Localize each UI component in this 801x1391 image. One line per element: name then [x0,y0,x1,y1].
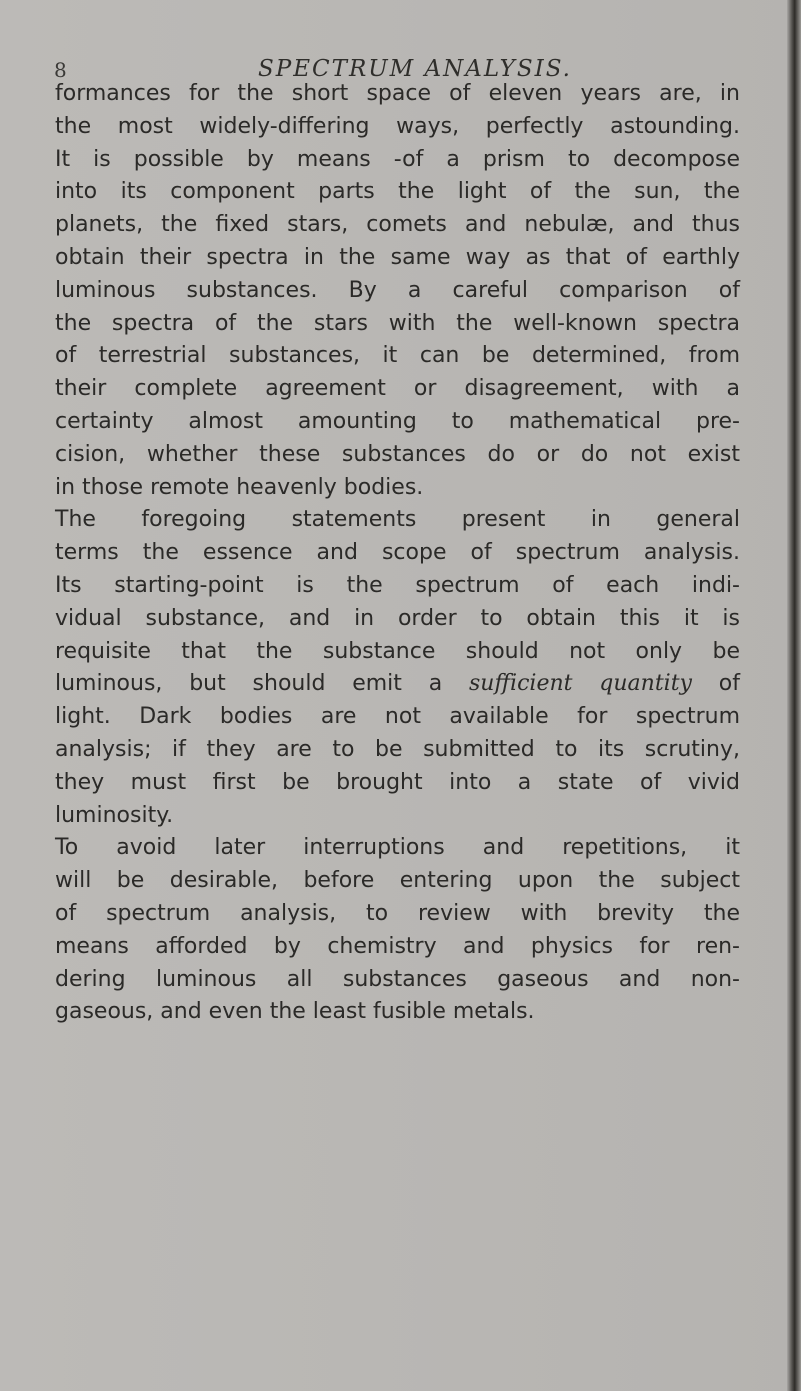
text-line: dering luminous all substances gaseous and non- [55,966,740,992]
text-line: cision, whether these substances do or do not exist [55,441,740,467]
text-line: they must first be brought into a state of vivid [55,769,740,795]
text-line: luminosity. [55,802,174,828]
text-line: It is possible by means -of a prism to decompose [55,146,740,172]
text-segment: of [718,671,740,697]
text-line: of terrestrial substances, it can be determined, from [55,343,740,369]
running-head: SPECTRUM ANALYSIS. [258,56,572,82]
text-segment: luminous, but should emit a [55,671,443,697]
text-line: light. Dark bodies are not available for spectrum [55,704,740,730]
text-line: Its starting-point is the spectrum of each indi- [55,572,740,598]
text-line: obtain their spectra in the same way as that of earthly [55,244,740,270]
body-text [55,78,740,1029]
text-line: The foregoing statements present in general [55,507,740,533]
text-line: planets, the fixed stars, comets and nebulæ, and thus [55,212,740,238]
text-line-with-emphasis [55,668,740,701]
text-line: analysis; if they are to be submitted to its scrutiny, [55,736,740,762]
text-line: will be desirable, before entering upon the subject [55,868,740,894]
page-number: 8 [54,58,67,82]
text-line: into its component parts the light of the sun, the [55,179,740,205]
text-line: luminous substances. By a careful comparison of [55,277,740,303]
text-line: the spectra of the stars with the well-known spectra [55,310,740,336]
text-line: terms the essence and scope of spectrum analysis. [55,540,740,566]
text-line: gaseous, and even the least fusible metals. [55,999,535,1025]
text-line: means afforded by chemistry and physics for ren- [55,933,740,959]
text-line: requisite that the substance should not only be [55,638,740,664]
emphasis-text: sufficient quantity [469,671,692,697]
text-line: certainty almost amounting to mathematical pre- [55,408,740,434]
text-line: of spectrum analysis, to review with brevity the [55,900,740,926]
text-line: formances for the short space of eleven years are, in [55,81,740,106]
text-line: To avoid later interruptions and repetitions, it [55,835,740,861]
text-line: their complete agreement or disagreement, with a [55,376,740,402]
text-line: vidual substance, and in order to obtain this it is [55,605,740,631]
text-line: the most widely-differing ways, perfectly astounding. [55,113,740,139]
text-line: in those remote heavenly bodies. [55,474,424,500]
page-edge-shadow [787,0,801,1391]
